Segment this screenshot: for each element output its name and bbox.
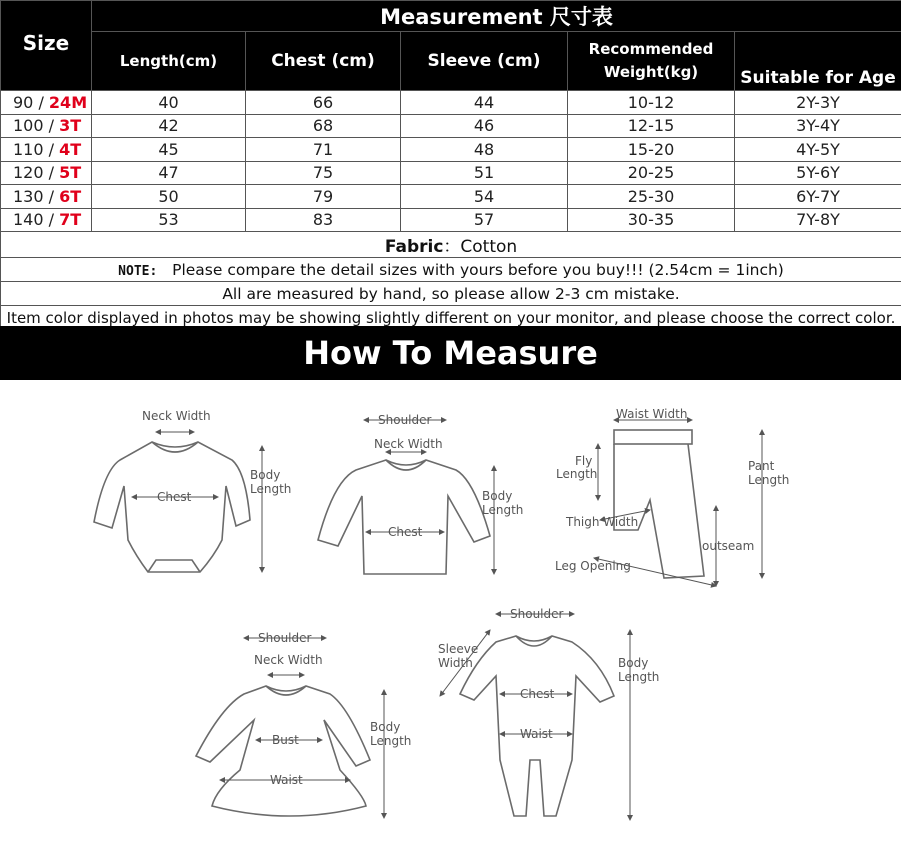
chest-cell: 83 [246, 208, 401, 232]
size-number: 140 / [13, 210, 60, 230]
hand-measure-note: All are measured by hand, so please allow 2-3 cm mistake. [1, 282, 901, 306]
bodysuit-length-label: Length [250, 482, 292, 496]
size-cell [1, 114, 92, 138]
table-row [1, 185, 901, 209]
size-code: 24M [48, 92, 88, 112]
shirt-chest-label: Chest [388, 525, 423, 539]
size-cell [1, 185, 92, 209]
table-row [1, 114, 901, 138]
sleeve-cell: 48 [401, 138, 568, 162]
size-cell [1, 91, 92, 115]
pants-pant-label: Pant [748, 459, 775, 473]
note-text: Please compare the detail sizes with yours before you buy!!! (2.54cm = 1inch) [172, 260, 784, 279]
sleeve-cell: 44 [401, 91, 568, 115]
table-row [1, 138, 901, 162]
size-header: Size [1, 1, 92, 91]
age-cell: 7Y-8Y [735, 208, 901, 232]
weight-cell: 15-20 [568, 138, 735, 162]
weight-header [568, 32, 735, 91]
pants-fly-label: Fly [575, 454, 593, 468]
table-row [1, 91, 901, 115]
age-cell: 6Y-7Y [735, 185, 901, 209]
pants-length-label: Length [748, 473, 790, 487]
romper-chest-label: Chest [520, 687, 555, 701]
how-to-measure-title: How To Measure [0, 326, 901, 380]
dress-bust-label: Bust [272, 733, 299, 747]
age-cell: 4Y-5Y [735, 138, 901, 162]
length-cell: 50 [92, 185, 246, 209]
romper-sleeve-label: Sleeve [438, 642, 479, 656]
pants-outseam-label: outseam [702, 539, 755, 553]
weight-cell: 10-12 [568, 91, 735, 115]
chest-header: Chest (cm) [246, 32, 401, 91]
weight-header-line1: Recommended [588, 40, 714, 58]
size-code: 4T [59, 139, 82, 159]
table-title: Measurement 尺寸表 [92, 1, 901, 32]
pants-thigh-label: Thigh Width [566, 515, 639, 529]
romper-width-label: Width [438, 656, 473, 670]
weight-cell: 20-25 [568, 161, 735, 185]
size-code: 7T [59, 210, 82, 230]
size-cell [1, 161, 92, 185]
length-cell: 40 [92, 91, 246, 115]
size-number: 90 / [13, 92, 49, 112]
sleeve-header: Sleeve (cm) [401, 32, 568, 91]
length-cell: 45 [92, 138, 246, 162]
size-code: 3T [59, 116, 82, 136]
chest-cell: 66 [246, 91, 401, 115]
size-cell [1, 208, 92, 232]
romper-waist-label: Waist [520, 727, 553, 741]
dress-length-label: Length [370, 734, 412, 748]
sleeve-cell: 51 [401, 161, 568, 185]
romper-length-label: Length [618, 670, 660, 684]
chest-cell: 71 [246, 138, 401, 162]
weight-cell: 25-30 [568, 185, 735, 209]
pants-leg-label: Leg Opening [555, 559, 631, 573]
age-cell: 2Y-3Y [735, 91, 901, 115]
romper-shoulder-label: Shoulder [510, 607, 564, 621]
weight-cell: 30-35 [568, 208, 735, 232]
dress-shoulder-label: Shoulder [258, 631, 312, 645]
weight-cell: 12-15 [568, 114, 735, 138]
age-cell: 5Y-6Y [735, 161, 901, 185]
sleeve-cell: 46 [401, 114, 568, 138]
age-header: Suitable for Age [735, 32, 901, 91]
dress-neck-label: Neck Width [254, 653, 323, 667]
dress-body-label: Body [370, 720, 401, 734]
length-header: Length(cm) [92, 32, 246, 91]
chest-cell: 75 [246, 161, 401, 185]
age-cell: 3Y-4Y [735, 114, 901, 138]
size-cell [1, 138, 92, 162]
table-row [1, 161, 901, 185]
length-cell: 42 [92, 114, 246, 138]
size-number: 130 / [13, 186, 60, 206]
romper-body-label: Body [618, 656, 649, 670]
note-row [1, 258, 901, 282]
fabric-label: Fabric [384, 237, 444, 257]
size-number: 100 / [13, 116, 60, 136]
chest-cell: 79 [246, 185, 401, 209]
size-number: 120 / [13, 163, 60, 183]
length-cell: 47 [92, 161, 246, 185]
chest-cell: 68 [246, 114, 401, 138]
pants-waist-label: Waist Width [616, 407, 688, 421]
fabric-value: ：Cotton [443, 237, 518, 257]
pants-fly-length-label: Length [556, 467, 598, 481]
shirt-neck-label: Neck Width [374, 437, 443, 451]
note-label: NOTE: [118, 263, 158, 279]
bodysuit-body-label: Body [250, 468, 281, 482]
measurement-diagrams [0, 380, 901, 862]
shirt-body-label: Body [482, 489, 513, 503]
length-cell: 53 [92, 208, 246, 232]
bodysuit-neck-label: Neck Width [142, 409, 211, 423]
dress-waist-label: Waist [270, 773, 303, 787]
bodysuit-chest-label: Chest [157, 490, 192, 504]
color-note: Item color displayed in photos may be showing slightly different on your monitor, and please choose the correct color. [1, 306, 901, 330]
shirt-shoulder-label: Shoulder [378, 413, 432, 427]
sleeve-cell: 57 [401, 208, 568, 232]
weight-header-line2: Weight(kg) [603, 63, 699, 81]
size-number: 110 / [13, 139, 60, 159]
sleeve-cell: 54 [401, 185, 568, 209]
size-table [0, 0, 901, 330]
fabric-row [1, 232, 901, 258]
table-row [1, 208, 901, 232]
shirt-length-label: Length [482, 503, 524, 517]
size-code: 5T [59, 163, 82, 183]
size-code: 6T [59, 186, 82, 206]
